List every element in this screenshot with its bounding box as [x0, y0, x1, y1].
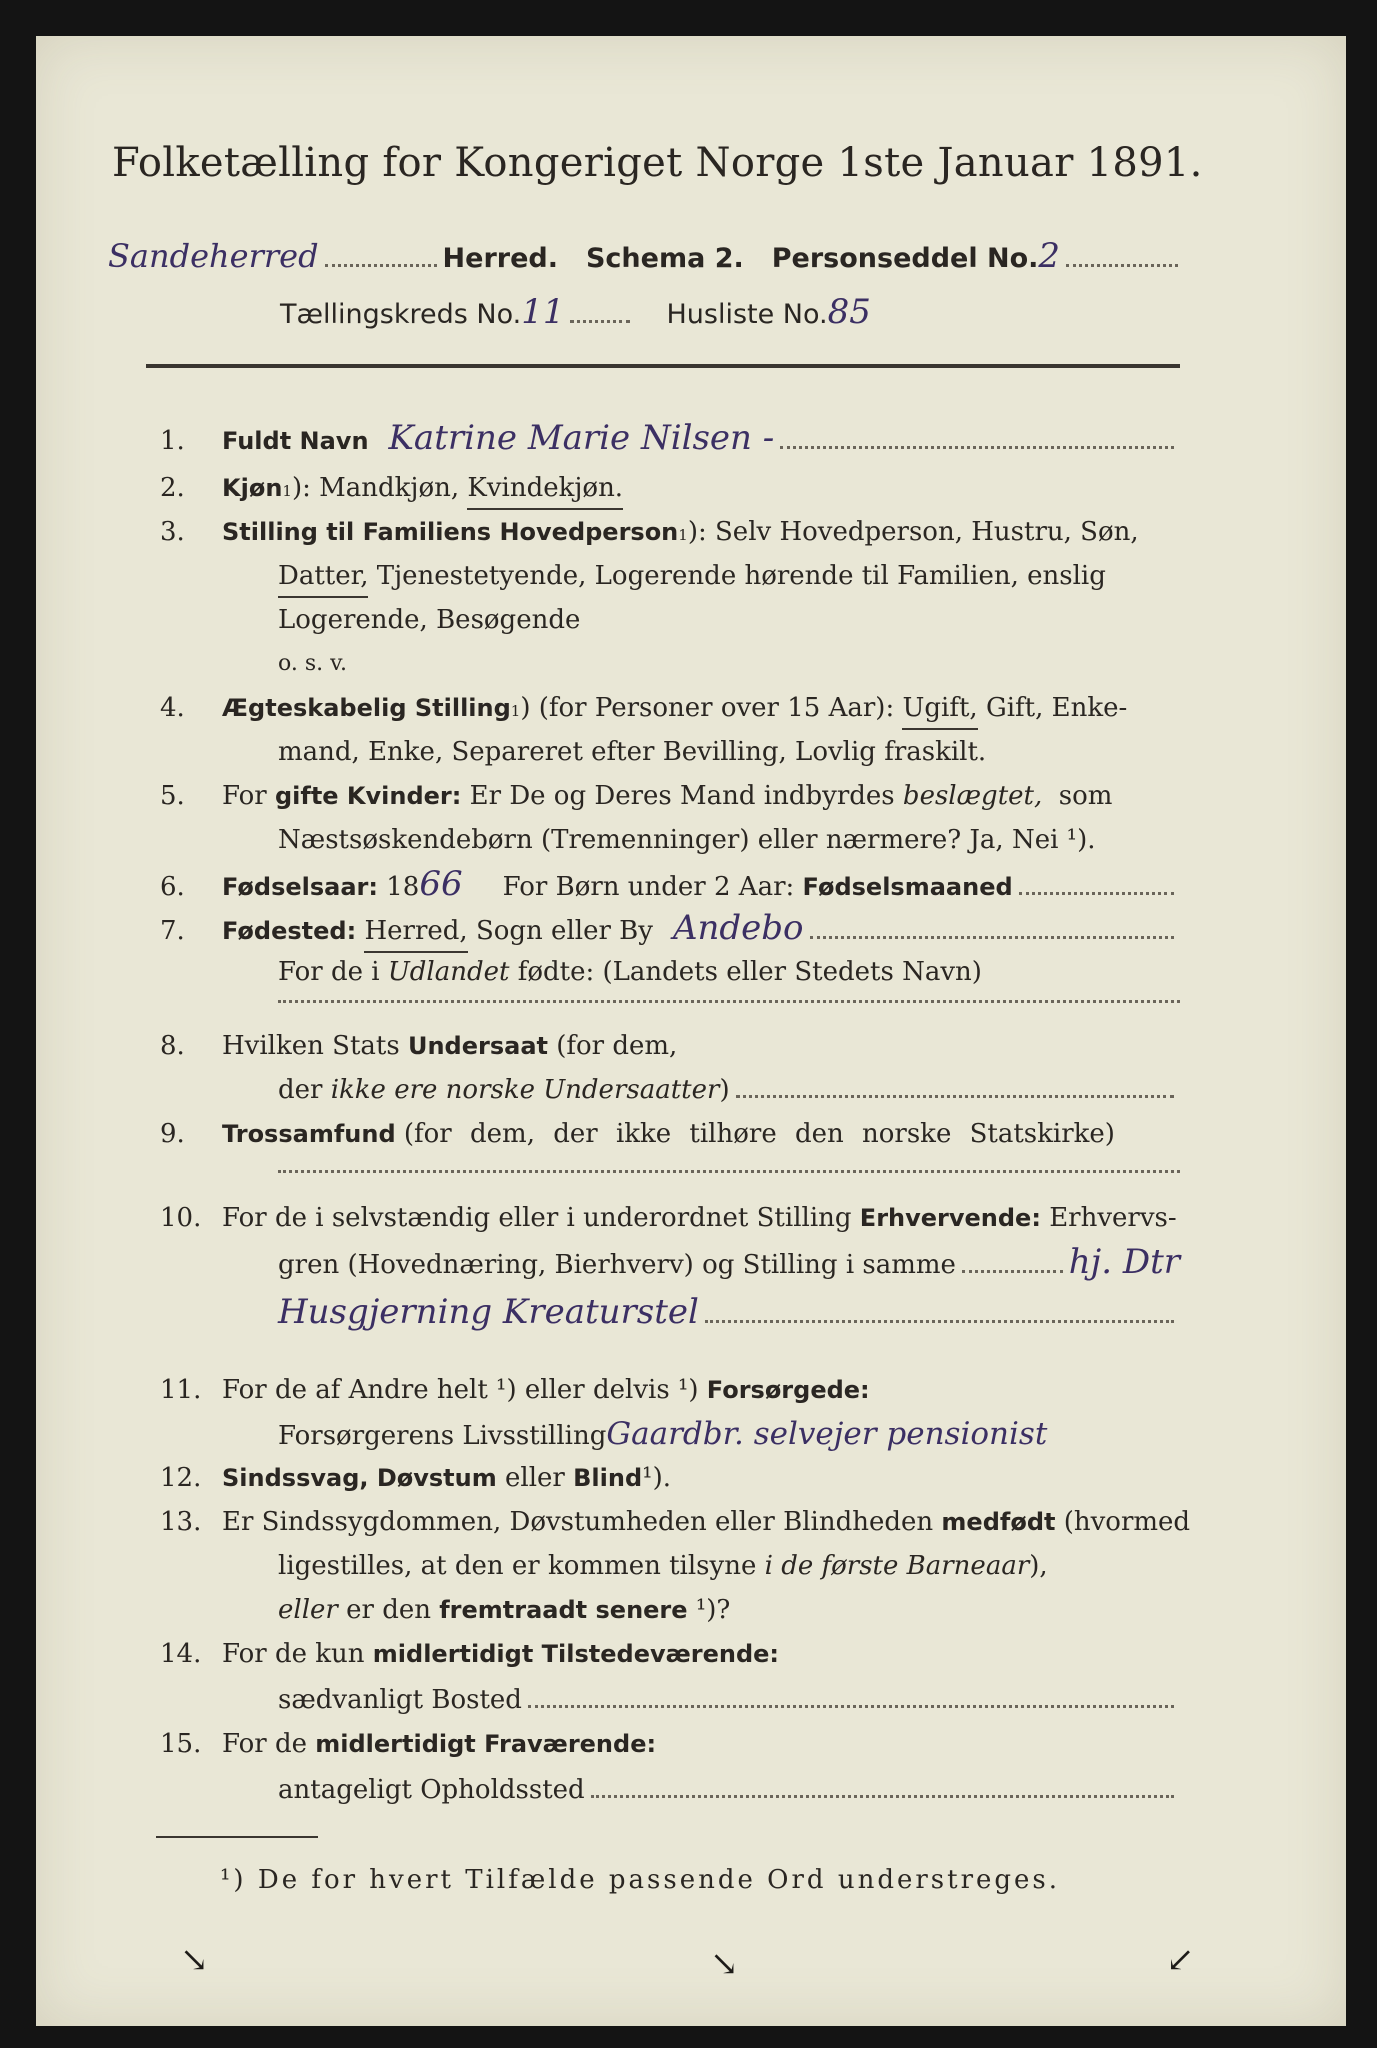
item-label: midlertidigt Fraværende: [315, 1730, 657, 1758]
item-text: For de af Andre helt ¹) eller delvis ¹) [222, 1375, 699, 1405]
item-5-line2 [278, 820, 1096, 860]
item-text: ligestilles, at den er kommen tilsyne [278, 1551, 757, 1581]
item-label: fremtraadt senere [439, 1596, 688, 1624]
item-label: medfødt [941, 1508, 1056, 1536]
personseddel-number: 2 [1038, 236, 1061, 276]
item-text: (hvormed [1063, 1507, 1191, 1537]
selected-kvindekjon: Kvindekjøn. [467, 468, 623, 510]
item-number: 12. [160, 1463, 202, 1493]
item-text: eller [505, 1463, 565, 1493]
item-label: Sindssvag, Døvstum [222, 1464, 497, 1492]
item-number: 13. [160, 1507, 202, 1537]
item-number: 14. [160, 1639, 202, 1669]
item-dotline [780, 444, 1174, 449]
item-dotline [1019, 890, 1174, 895]
item-dotline [962, 1268, 1063, 1273]
item-10-line2 [278, 1242, 1180, 1285]
year-prefix: 18 [386, 872, 420, 902]
item-text: (for dem, der ikke tilhøre den norske Statskirke) [403, 1119, 1115, 1149]
item-15 [160, 1724, 656, 1764]
item-9-answer-line [278, 1170, 1180, 1173]
footnote-ref: 1 [678, 526, 688, 544]
item-11 [160, 1370, 870, 1410]
item-text: Næstsøskendebørn (Tremenninger) eller nærmere? Ja, Nei ¹). [278, 825, 1096, 855]
item-text: Logerende, Besøgende [278, 605, 581, 635]
footnote-ref: 1 [510, 702, 521, 720]
item-number: 2. [160, 473, 185, 503]
occupation-value: Husgjerning Kreaturstel [278, 1292, 699, 1332]
item-text: For Børn under 2 Aar: [502, 872, 795, 902]
item-number: 1. [160, 426, 185, 456]
item-text: ): Mandkjøn, [291, 473, 460, 503]
provider-occupation-value: Gaardbr. selvejer pensionist [606, 1416, 1048, 1452]
item-number: 4. [160, 693, 185, 723]
item-number: 8. [160, 1031, 185, 1061]
item-4-line2 [278, 732, 986, 772]
taellingskreds-dotline [570, 318, 630, 323]
item-text: er den [346, 1595, 431, 1625]
item-dotline [705, 1318, 1174, 1323]
item-label: midlertidigt Tilstedeværende: [372, 1640, 780, 1668]
item-3-line3 [278, 600, 580, 640]
selected-herred: Herred, [364, 911, 467, 953]
footnote [220, 1860, 1060, 1900]
item-text: ¹)? [695, 1595, 731, 1625]
item-text: For de i selvstændig eller i underordnet Stilling [222, 1203, 852, 1233]
item-text-italic: ikke ere norske Undersaatter [330, 1075, 720, 1105]
item-text: ), [1029, 1551, 1048, 1581]
item-13-line3 [278, 1590, 730, 1630]
item-text: Erhvervs- [1049, 1203, 1177, 1233]
birth-year-value: 66 [419, 864, 463, 904]
corner-mark-left: ↘ [180, 1940, 209, 1980]
item-13 [160, 1502, 1190, 1542]
item-text: ) [719, 1075, 730, 1105]
item-number: 10. [160, 1203, 202, 1233]
item-number: 7. [160, 916, 185, 946]
item-text: Sogn eller By [475, 916, 653, 946]
item-label: Kjøn [222, 474, 283, 502]
form-title: Folketælling for Kongeriget Norge 1ste Januar 1891. [112, 140, 1203, 186]
item-label: Fødested: [222, 917, 357, 945]
item-text: som [1058, 781, 1113, 811]
item-text: ¹). [642, 1463, 671, 1493]
item-8 [160, 1026, 677, 1066]
item-label: Fuldt Navn [222, 427, 369, 455]
personseddel-dotline [1066, 262, 1178, 267]
schema-label: Schema 2. [585, 243, 744, 274]
full-name-value: Katrine Marie Nilsen - [388, 418, 775, 458]
item-2 [160, 468, 623, 511]
footnote-marker: ¹) [220, 1865, 247, 1895]
item-text: For de i [278, 957, 380, 987]
item-14 [160, 1634, 779, 1674]
item-text: sædvanligt Bosted [278, 1685, 522, 1715]
item-6 [160, 864, 1180, 907]
item-text: Hvilken Stats [222, 1031, 400, 1061]
herred-row [108, 236, 1184, 279]
corner-mark-center: ↘ [710, 1944, 739, 1984]
selected-datter: Datter, [278, 556, 368, 598]
item-text: For de kun [222, 1639, 365, 1669]
item-text: fødte: (Landets eller Stedets Navn) [517, 957, 982, 987]
item-number: 6. [160, 872, 185, 902]
item-label: Ægteskabelig Stilling [222, 694, 511, 722]
item-text: Er De og Deres Mand indbyrdes [469, 781, 895, 811]
taellingskreds-label: Tællingskreds No. [280, 299, 522, 330]
birthplace-value: Andebo [672, 908, 804, 948]
item-text-italic: Udlandet [387, 957, 510, 987]
footnote-ref: 1 [282, 482, 292, 500]
taellingskreds-number: 11 [521, 292, 565, 332]
item-9 [160, 1114, 1115, 1154]
item-label: Trossamfund [222, 1120, 396, 1148]
item-text: For [222, 781, 267, 811]
item-13-line2 [278, 1546, 1048, 1586]
item-text-italic: i de første Barneaar [764, 1551, 1030, 1581]
footnote-text: De for hvert Tilfælde passende Ord understreges. [257, 1865, 1061, 1895]
item-7-answer-line [278, 1000, 1180, 1003]
occupation-note-value: hj. Dtr [1068, 1242, 1180, 1282]
item-11-line2 [278, 1414, 1258, 1456]
item-text: ) (for Personer over 15 Aar): [520, 693, 895, 723]
item-text: Tjenestetyende, Logerende hørende til Familien, enslig [376, 561, 1106, 591]
item-label: gifte Kvinder: [274, 782, 462, 810]
item-10 [160, 1198, 1177, 1238]
item-14-line2 [278, 1680, 1180, 1720]
item-text: o. s. v. [278, 651, 347, 676]
item-text: antageligt Opholdssted [278, 1775, 585, 1805]
item-text: Er Sindssygdommen, Døvstumheden eller Blindheden [222, 1507, 934, 1537]
item-3-line4 [278, 644, 347, 684]
item-label: Forsørgede: [706, 1376, 870, 1404]
item-number: 5. [160, 781, 185, 811]
item-text: Gift, Enke- [985, 693, 1128, 723]
item-label: Undersaat [407, 1032, 548, 1060]
item-number: 3. [160, 517, 185, 547]
item-text: der [278, 1075, 323, 1105]
item-text-italic: eller [278, 1595, 338, 1625]
item-text: gren (Hovednæring, Bierhverv) og Stilling i samme [278, 1250, 956, 1280]
corner-mark-right: ↙ [1166, 1940, 1195, 1980]
item-text: (for dem, [556, 1031, 678, 1061]
item-text: mand, Enke, Separeret efter Bevilling, Lovlig fraskilt. [278, 737, 987, 767]
selected-ugift: Ugift, [902, 688, 977, 730]
herred-dotline [325, 262, 437, 267]
item-10-line3 [278, 1292, 1180, 1332]
item-text: Forsørgerens Livsstilling [278, 1421, 607, 1451]
item-dotline [528, 1703, 1174, 1708]
herred-handwritten: Sandeherred [108, 237, 319, 275]
item-4 [160, 688, 1127, 731]
item-text-italic: beslægtet, [902, 781, 1043, 811]
item-3-line2 [278, 556, 1106, 598]
footnote-rule [156, 1836, 318, 1838]
item-7-line2 [278, 952, 982, 992]
herred-label: Herred. [442, 243, 558, 274]
item-label: Erhvervende: [859, 1204, 1041, 1232]
item-number: 15. [160, 1729, 202, 1759]
item-15-line2 [278, 1770, 1180, 1810]
item-text: ): Selv Hovedperson, Hustru, Søn, [687, 517, 1139, 547]
item-label: Stilling til Familiens Hovedperson [222, 518, 679, 546]
item-12 [160, 1458, 671, 1498]
item-7 [160, 908, 1180, 953]
item-5 [160, 776, 1112, 816]
item-dotline [736, 1093, 1174, 1098]
item-label: Blind [573, 1464, 643, 1492]
item-dotline [591, 1793, 1174, 1798]
item-8-line2 [278, 1070, 1180, 1110]
item-3 [160, 512, 1139, 555]
header-rule [146, 364, 1180, 368]
taellingskreds-row [280, 292, 1100, 335]
item-number: 9. [160, 1119, 185, 1149]
item-label: Fødselsmaaned [802, 873, 1013, 901]
item-dotline [810, 934, 1174, 939]
item-number: 11. [160, 1375, 202, 1405]
husliste-label: Husliste No. [666, 299, 828, 330]
item-1 [160, 418, 1180, 461]
item-label: Fødselsaar: [222, 873, 378, 901]
personseddel-label: Personseddel No. [771, 243, 1039, 274]
husliste-number: 85 [827, 292, 871, 332]
item-text: For de [222, 1729, 307, 1759]
